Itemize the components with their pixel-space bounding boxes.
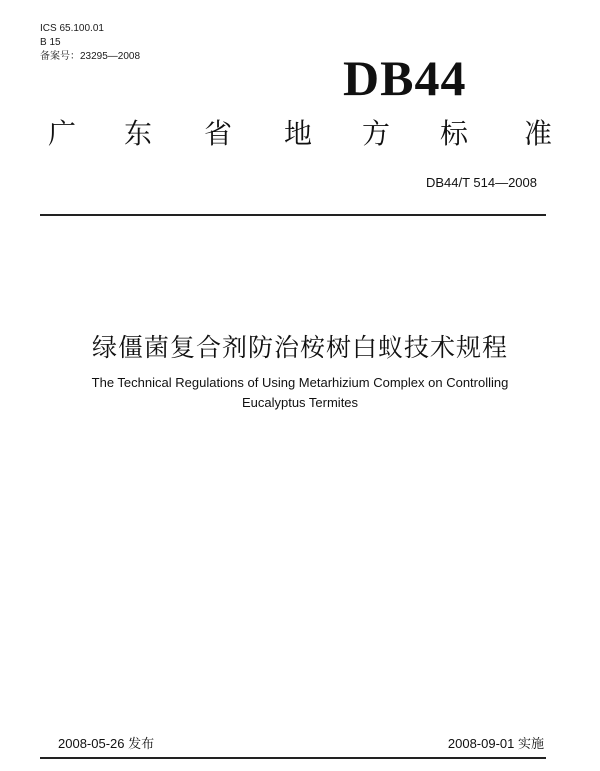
filing-number: 备案号：23295—2008 [40, 51, 141, 62]
standard-code-logo: DB44 [343, 50, 467, 106]
implementation-date: 2008-09-01 实施 [447, 736, 544, 751]
bottom-divider [40, 757, 546, 759]
english-title-line-2: Eucalyptus Termites [241, 395, 359, 410]
standard-type-char: 标 [440, 117, 469, 150]
standard-type-char: 地 [284, 117, 313, 150]
header-metadata [40, 22, 140, 64]
standard-type-char: 东 [124, 117, 153, 150]
standard-type-heading [48, 114, 558, 154]
standard-type-char: 方 [362, 117, 391, 150]
standard-type-char: 省 [204, 117, 233, 150]
document-title-english [60, 373, 540, 413]
standard-number: DB44/T 514—2008 [425, 175, 537, 190]
classification-code: B 15 [40, 37, 61, 48]
standard-type-char: 准 [524, 117, 553, 150]
document-title-chinese: 绿僵菌复合剂防治桉树白蚁技术规程 [91, 333, 508, 362]
english-title-line-1: The Technical Regulations of Using Metarhizium Complex on Controlling [91, 375, 509, 390]
issue-date: 2008-05-26 发布 [58, 736, 155, 751]
top-divider [40, 214, 546, 216]
ics-code: ICS 65.100.01 [40, 23, 104, 34]
standard-type-char: 广 [48, 117, 77, 150]
